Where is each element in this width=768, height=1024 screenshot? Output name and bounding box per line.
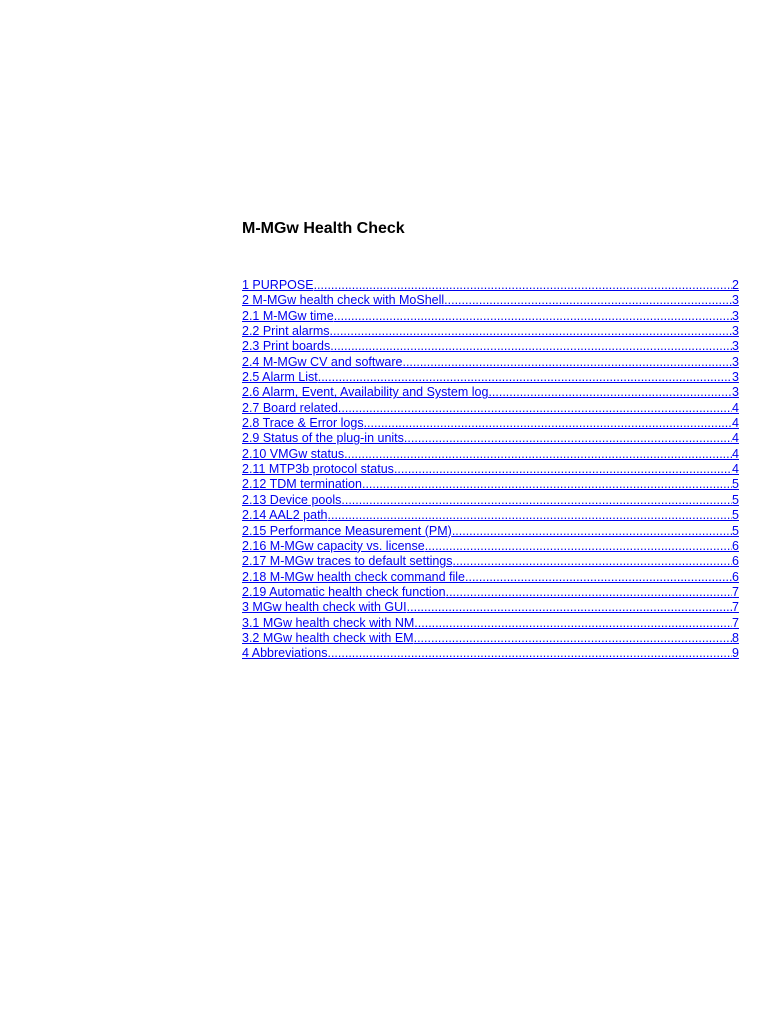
toc-entry[interactable]	[242, 554, 739, 569]
toc-entry-label: 3.2 MGw health check with EM	[242, 630, 414, 645]
toc-entry[interactable]	[242, 631, 739, 646]
toc-dot-leader	[344, 447, 732, 462]
toc-page-number: 5	[732, 508, 739, 523]
toc-dot-leader	[364, 416, 732, 431]
toc-dot-leader	[362, 477, 732, 492]
toc-entry-label: 2.17 M-MGw traces to default settings	[242, 554, 453, 569]
toc-entry[interactable]	[242, 477, 739, 492]
toc-entry[interactable]	[242, 355, 739, 370]
toc-dot-leader	[402, 355, 732, 370]
toc-entry-label: 2.18 M-MGw health check command file	[242, 569, 466, 584]
toc-entry-label: 2.5 Alarm List	[242, 370, 318, 385]
toc-entry-label: 2.3 Print boards	[242, 339, 331, 354]
toc-entry-label: 2.6 Alarm, Event, Availability and System log	[242, 385, 489, 400]
toc-page-number: 3	[732, 385, 739, 400]
toc-page-number: 4	[732, 400, 739, 415]
toc-dot-leader	[328, 508, 733, 523]
toc-entry-label: 2.19 Automatic health check function	[242, 584, 446, 599]
toc-page-number: 8	[732, 630, 739, 645]
toc-page-number: 3	[732, 324, 739, 339]
toc-page-number: 9	[732, 646, 739, 661]
toc-entry-label: 2.10 VMGw status	[242, 446, 345, 461]
toc-page-number: 7	[732, 600, 739, 615]
toc-entry-label: 1 PURPOSE	[242, 278, 314, 292]
toc-entry[interactable]	[242, 278, 739, 293]
toc-entry-label: 2.4 M-MGw CV and software	[242, 354, 403, 369]
toc-page-number: 3	[732, 370, 739, 385]
toc-entry[interactable]	[242, 585, 739, 600]
toc-entry-label: 2.12 TDM termination	[242, 477, 362, 492]
toc-entry[interactable]	[242, 431, 739, 446]
toc-entry[interactable]	[242, 324, 739, 339]
toc-dot-leader	[318, 370, 732, 385]
toc-entry[interactable]	[242, 570, 739, 585]
toc-page-number: 4	[732, 431, 739, 446]
toc-dot-leader	[330, 324, 733, 339]
toc-page-number: 3	[732, 339, 739, 354]
toc-page-number: 4	[732, 462, 739, 477]
toc-dot-leader	[407, 600, 732, 615]
toc-entry[interactable]	[242, 616, 739, 631]
toc-page-number: 7	[732, 584, 739, 599]
toc-entry-label: 4 Abbreviations	[242, 646, 328, 661]
toc-entry[interactable]	[242, 508, 739, 523]
toc-entry-label: 2.15 Performance Measurement (PM)	[242, 523, 452, 538]
toc-dot-leader	[404, 431, 732, 446]
toc-dot-leader	[465, 570, 732, 585]
toc-entry[interactable]	[242, 385, 739, 400]
toc-entry-label: 3 MGw health check with GUI	[242, 600, 407, 615]
toc-dot-leader	[446, 585, 732, 600]
toc-entry-label: 2.1 M-MGw time	[242, 308, 334, 323]
toc-page-number: 6	[732, 538, 739, 553]
toc-entry-label: 3.1 MGw health check with NM	[242, 615, 415, 630]
toc-dot-leader	[338, 401, 732, 416]
toc-dot-leader	[453, 554, 733, 569]
toc-entry[interactable]	[242, 524, 739, 539]
toc-entry-label: 2.7 Board related	[242, 400, 338, 415]
toc-dot-leader	[414, 616, 732, 631]
toc-page-number: 4	[732, 446, 739, 461]
toc-entry[interactable]	[242, 370, 739, 385]
toc-entry[interactable]	[242, 539, 739, 554]
toc-entry[interactable]	[242, 309, 739, 324]
toc-page-number: 5	[732, 477, 739, 492]
toc-entry[interactable]	[242, 462, 739, 477]
toc-entry-label: 2.11 MTP3b protocol status	[242, 462, 394, 477]
toc-dot-leader	[414, 631, 732, 646]
toc-dot-leader	[425, 539, 732, 554]
toc-page-number: 7	[732, 615, 739, 630]
toc-page-number: 3	[732, 293, 739, 308]
toc-dot-leader	[452, 524, 732, 539]
toc-entry[interactable]	[242, 493, 739, 508]
toc-entry-label: 2 M-MGw health check with MoShell	[242, 293, 445, 308]
toc-entry-label: 2.9 Status of the plug-in units	[242, 431, 404, 446]
toc-dot-leader	[334, 309, 732, 324]
toc-page-number: 3	[732, 308, 739, 323]
toc-entry-label: 2.13 Device pools	[242, 492, 342, 507]
toc-page-number: 5	[732, 492, 739, 507]
toc-entry[interactable]	[242, 416, 739, 431]
toc-entry[interactable]	[242, 401, 739, 416]
toc-entry[interactable]	[242, 600, 739, 615]
table-of-contents	[242, 278, 739, 662]
toc-dot-leader	[341, 493, 732, 508]
toc-page-number: 4	[732, 416, 739, 431]
toc-entry-label: 2.8 Trace & Error logs	[242, 416, 364, 431]
toc-page-number: 6	[732, 569, 739, 584]
toc-dot-leader	[330, 339, 732, 354]
toc-dot-leader	[444, 293, 732, 308]
toc-entry[interactable]	[242, 339, 739, 354]
toc-dot-leader	[488, 385, 732, 400]
toc-page-number: 6	[732, 554, 739, 569]
toc-dot-leader	[327, 646, 732, 661]
toc-page-number: 5	[732, 523, 739, 538]
toc-entry[interactable]	[242, 293, 739, 308]
toc-entry-label: 2.14 AAL2 path	[242, 508, 328, 523]
toc-page-number: 3	[732, 354, 739, 369]
toc-dot-leader	[394, 462, 732, 477]
toc-entry-label: 2.2 Print alarms	[242, 324, 330, 339]
toc-page-number: 2	[732, 278, 739, 292]
toc-entry[interactable]	[242, 646, 739, 661]
toc-dot-leader	[314, 278, 732, 293]
toc-entry-label: 2.16 M-MGw capacity vs. license	[242, 538, 425, 553]
toc-entry[interactable]	[242, 447, 739, 462]
document-title: M-MGw Health Check	[242, 220, 405, 237]
